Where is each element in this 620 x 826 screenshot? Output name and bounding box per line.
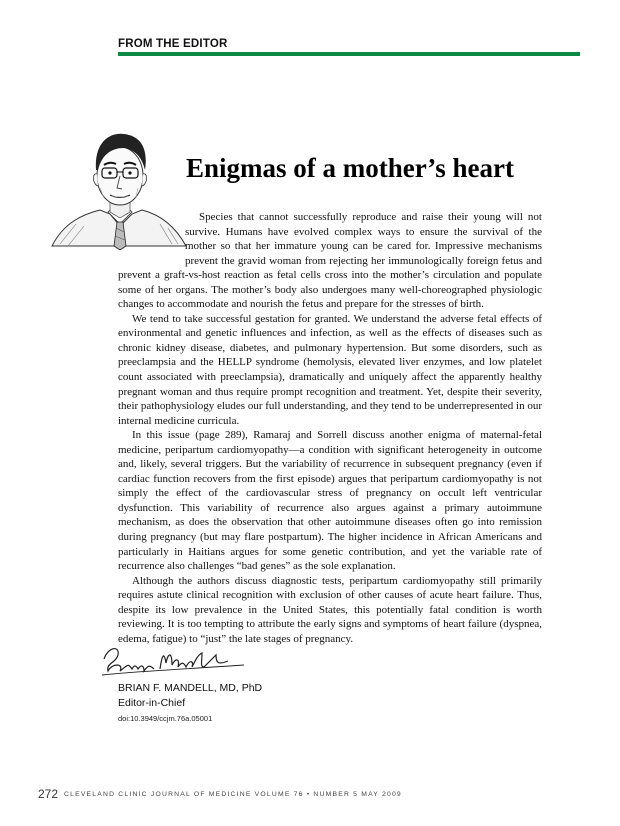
author-role: Editor-in-Chief: [118, 697, 186, 709]
handwritten-signature: [98, 641, 248, 681]
page-number: 272: [38, 787, 59, 801]
portrait-wrap-space: [118, 210, 185, 254]
article-title: Enigmas of a mother’s heart: [186, 153, 514, 183]
article-paragraph: Although the authors discuss diagnostic tests, peripartum cardiomyopathy still primarily requires astute clinical recognition with exclusion of other causes of acute heart failure. Thus, despite its low prevalence in the United States, this potentially fatal condition is worth reviewing. It is too tempting to attribute the early signs and symptoms of heart failure (dyspnea, edema, fatigue) to “just” the late stages of pregnancy.: [118, 574, 542, 645]
journal-footer: CLEVELAND CLINIC JOURNAL OF MEDICINE VOLUME 76 • NUMBER 5 MAY 2009: [64, 791, 402, 798]
accent-rule: [118, 52, 580, 56]
article-paragraph: In this issue (page 289), Ramaraj and Sorrell discuss another enigma of maternal-fetal medicine, peripartum cardiomyopathy—a condition with significant heterogeneity in outcome and, likely, several triggers. But the variability of recurrence in subsequent pregnancy (even if cardiac function recovers from the first episode) argues that peripartum cardiomyopathy is not simply the effect of the cardiovascular stress of pregnancy on occult left ventricular dysfunction. This variability of recurrence also argues against a primary autoimmune mechanism, as does the observation that other autoimmune diseases often go into remission during pregnancy (but may flare postpartum). The higher incidence in African Americans and particularly in Haitians argues for some genetic contribution, and yet the variable rate of recurrence also challenges “bad genes” as the sole explanation.: [118, 429, 542, 573]
article-body: [118, 210, 542, 646]
doi-reference: doi:10.3949/ccjm.76a.05001: [118, 714, 213, 723]
article-paragraph: Species that cannot successfully reproduce and raise their young will not survive. Humans have evolved complex ways to ensure the survival of the mother so that her immature young can be cared for. Impressive mechanisms prevent the gravid woman from rejecting her immunologically foreign fetus and prevent a graft-vs-host reaction as fetal cells cross into the mother’s circulation and populate some of her organs. The mother’s body also undergoes many well-choreographed physiologic changes to accommodate and nourish the fetus and prepare for the stresses of birth.: [118, 211, 542, 311]
author-name: BRIAN F. MANDELL, MD, PhD: [118, 682, 263, 694]
article-paragraph: We tend to take successful gestation for granted. We understand the adverse fetal effects of environmental and genetic influences and infection, as well as the effects of diseases such as chronic kidney disease, diabetes, and pulmonary hypertension. But some disorders, such as preeclampsia and the HELLP syndrome (hemolysis, elevated liver enzymes, and low platelet count associated with preeclampsia), dramatically and uniquely affect the apparently healthy pregnant woman and thus require prompt recognition and treatment. Yet, despite their severity, their pathophysiology eludes our full understanding, and they tend to be underrepresented in our internal medicine curricula.: [118, 312, 543, 427]
section-label: FROM THE EDITOR: [118, 38, 228, 50]
